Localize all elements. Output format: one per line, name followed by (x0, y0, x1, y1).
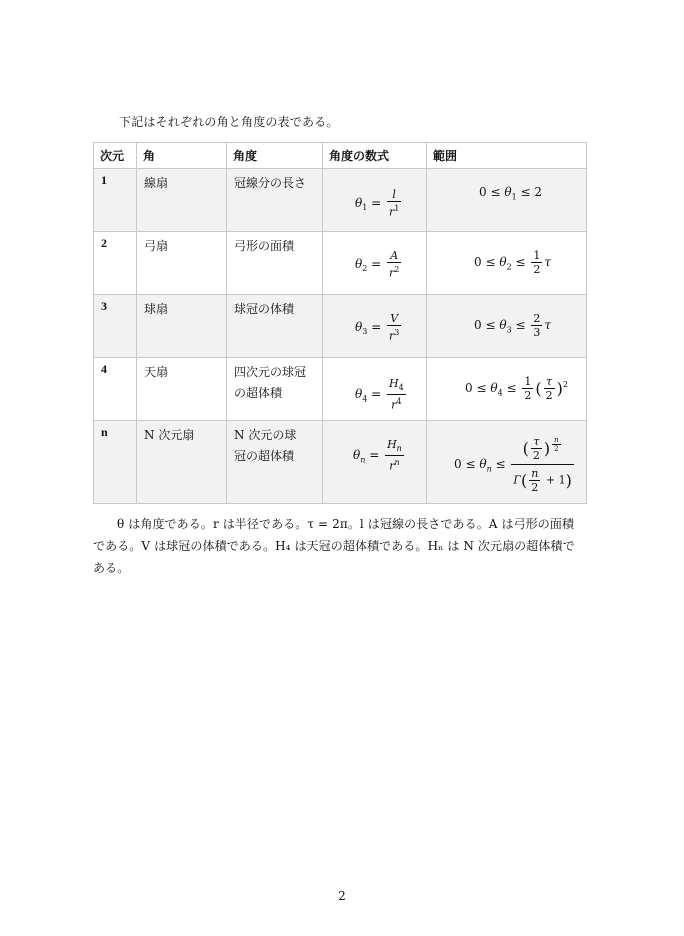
range-n: $0 \le \theta_n$ ≤ ( $\frac{\tau}{2}$ ) $^{\frac{n}{2}}$ Γ( $\frac{n}{2}$ + 1) (454, 435, 572, 494)
intro-text: 下記はそれぞれの角と角度の表である。 (119, 115, 339, 129)
row-angle: 線扇 (144, 176, 169, 190)
formula-3: $\theta_3$ = $\frac{V}{r^3}$ (355, 312, 400, 343)
range-4: $0 \le \theta_4$ ≤ $\frac{1}{2}$ ( $\frac{\tau}{2}$ )$^2$ (465, 375, 568, 402)
row-dimension: 1 (101, 173, 107, 187)
row-angle: 天扇 (144, 365, 169, 379)
row-measure: 冠線分の長さ (234, 176, 307, 190)
row-measure: 弓形の面積 (234, 239, 295, 253)
header-range: 範囲 (427, 143, 587, 169)
formula-4: $\theta_4$ = $\frac{H_4}{r^4}$ (355, 377, 404, 412)
row-angle: N 次元扇 (144, 428, 195, 442)
row-measure: 球冠の体積 (234, 302, 295, 316)
table-row (94, 232, 587, 295)
formula-2: $\theta_2$ = $\frac{A}{r^2}$ (355, 249, 400, 280)
header-dimension: 次元 (94, 143, 137, 169)
angle-table (93, 142, 587, 504)
row-measure: N 次元の球冠の超体積 (234, 428, 297, 463)
row-angle: 弓扇 (144, 239, 169, 253)
table-header-row (94, 143, 587, 169)
formula-n: $\theta_n$ = $\frac{H_n}{r^n}$ (353, 438, 402, 473)
table-row (94, 169, 587, 232)
range-2: $0 \le \theta_2$ ≤ $\frac{1}{2}$ τ (474, 249, 551, 276)
range-1: $0 \le \theta_1 \le 2$ (479, 185, 542, 202)
row-measure: 四次元の球冠の超体積 (234, 365, 307, 400)
table-row (94, 295, 587, 358)
table-row (94, 421, 587, 504)
row-dimension: 3 (101, 299, 107, 313)
row-dimension: 4 (101, 362, 107, 376)
row-dimension: n (101, 425, 108, 439)
table-row (94, 358, 587, 421)
header-measure: 角度 (227, 143, 323, 169)
footnote-paragraph: θ は角度である。r は半径である。τ = 2π。l は冠線の長さである。A は弓形の面積である。V は球冠の体積である。H₄ は天冠の超体積である。Hₙ は N 次元扇の超体積である。 (93, 517, 575, 575)
row-angle: 球扇 (144, 302, 169, 316)
row-dimension: 2 (101, 236, 107, 250)
formula-1: $\theta_1$ = $\frac{l}{r^1}$ (355, 188, 400, 219)
range-3: $0 \le \theta_3$ ≤ $\frac{2}{3}$ τ (474, 312, 551, 339)
header-formula: 角度の数式 (323, 143, 427, 169)
header-angle: 角 (137, 143, 227, 169)
page-number: 2 (338, 889, 346, 903)
